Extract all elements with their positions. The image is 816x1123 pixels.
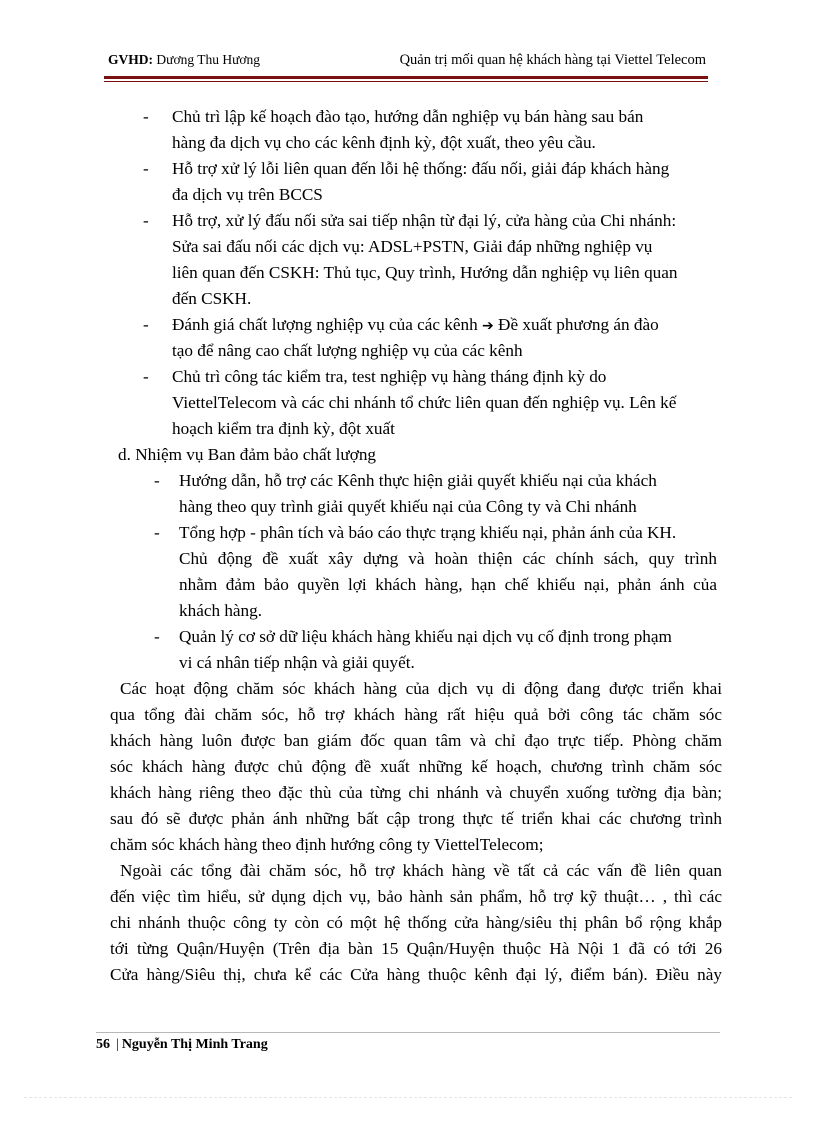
bullet-list-quality-assurance xyxy=(110,468,722,676)
list-item-continuation: hàng theo quy trình giải quyết khiếu nại của Công ty và Chi nhánh xyxy=(179,497,637,516)
list-item-continuation: tạo để nâng cao chất lượng nghiệp vụ của các kênh xyxy=(172,341,523,360)
header-supervisor xyxy=(108,52,260,68)
section-heading: d. Nhiệm vụ Ban đảm bảo chất lượng xyxy=(118,445,377,464)
page-number: 56 xyxy=(96,1037,110,1052)
footer-rule xyxy=(96,1032,720,1033)
header-document-title: Quản trị mối quan hệ khách hàng tại Viettel Telecom xyxy=(399,52,706,68)
page-edge-divider xyxy=(24,1097,792,1098)
list-item-continuation: ViettelTelecom và các chi nhánh tổ chức liên quan đến nghiệp vụ. Lên kế xyxy=(172,393,677,412)
arrow-right-icon: ➔ xyxy=(482,318,494,334)
list-item-continuation: đa dịch vụ trên BCCS xyxy=(172,185,323,204)
footer-author: Nguyễn Thị Minh Trang xyxy=(121,1037,268,1052)
list-item-continuation: hoạch kiểm tra định kỳ, đột xuất xyxy=(172,419,395,438)
list-item: - Hỗ trợ xử lý lỗi liên quan đến lỗi hệ thống: đấu nối, giải đáp khách hàng xyxy=(143,159,670,178)
bullet-list-responsibilities xyxy=(110,104,722,442)
footer-separator: | xyxy=(116,1037,119,1052)
paragraph-customer-care: Các hoạt động chăm sóc khách hàng của dịch vụ di động đang được triển khai qua tổng đài chăm sóc, hỗ trợ khách hàng rất hiệu quả bởi công tác chăm sóc khách hàng luôn được ban giám đốc quan tâm và chỉ đạo trực tiếp. Phòng chăm sóc khách hàng được chủ động đề xuất những kế hoạch, chương trình chăm sóc khách hàng riêng theo đặc thù của từng chi nhánh và chuyển xuống tường địa bàn; sau đó sẽ được phản ánh những bất cập trong thực tế triển khai các chương trình chăm sóc khách hàng theo định hướng công ty ViettelTelecom; xyxy=(110,679,722,854)
list-item: - Quản lý cơ sở dữ liệu khách hàng khiếu nại dịch vụ cố định trong phạm xyxy=(154,627,672,646)
paragraph-store-network: Ngoài các tổng đài chăm sóc, hỗ trợ khách hàng về tất cả các vấn đề liên quan đến việc tìm hiểu, sử dụng dịch vụ, bảo hành sản phẩm, hỗ trợ kỹ thuật… , thì các chi nhánh thuộc công ty còn có một hệ thống cửa hàng/siêu thị phân bổ rộng khắp tới từng Quận/Huyện (Trên địa bàn 15 Quận/Huyện thuộc Hà Nội 1 đã có tới 26 Cửa hàng/Siêu thị, chưa kể các Cửa hàng thuộc kênh đại lý, điểm bán). Điều này xyxy=(110,861,722,984)
list-item: - Đánh giá chất lượng nghiệp vụ của các kênh ➔ Đề xuất phương án đào xyxy=(143,315,659,334)
list-item: - Hỗ trợ, xử lý đấu nối sửa sai tiếp nhận từ đại lý, cửa hàng của Chi nhánh: xyxy=(143,211,677,230)
header-supervisor-label: GVHD: xyxy=(108,52,153,67)
list-item-continuation: khách hàng. xyxy=(179,601,263,620)
list-item: - Chủ trì lập kế hoạch đào tạo, hướng dẫn nghiệp vụ bán hàng sau bán xyxy=(143,107,644,126)
list-item: - Hướng dẫn, hỗ trợ các Kênh thực hiện giải quyết khiếu nại của khách xyxy=(154,471,657,490)
page-footer xyxy=(96,1037,268,1053)
list-item-continuation: hàng đa dịch vụ cho các kênh định kỳ, đột xuất, theo yêu cầu. xyxy=(172,133,596,152)
list-item-continuation: nhằm đảm bảo quyền lợi khách hàng, hạn chế khiếu nại, phản ánh của xyxy=(179,575,717,594)
list-item-continuation: liên quan đến CSKH: Thủ tục, Quy trình, Hướng dẫn nghiệp vụ liên quan xyxy=(172,263,678,282)
header-rule-thin xyxy=(104,81,708,82)
list-item: - Tổng hợp - phân tích và báo cáo thực trạng khiếu nại, phản ánh của KH. xyxy=(154,523,677,542)
header-rule xyxy=(104,76,708,79)
list-item-continuation: đến CSKH. xyxy=(172,289,252,308)
page-header xyxy=(108,52,706,72)
page-body xyxy=(110,104,722,988)
list-item-continuation: Sửa sai đấu nối các dịch vụ: ADSL+PSTN, Giải đáp những nghiệp vụ xyxy=(172,237,653,256)
list-item: - Chủ trì công tác kiểm tra, test nghiệp vụ hàng tháng định kỳ do xyxy=(143,367,607,386)
list-item-continuation: vi cá nhân tiếp nhận và giải quyết. xyxy=(179,653,415,672)
list-item-continuation: Chủ động đề xuất xây dựng và hoàn thiện các chính sách, quy trình xyxy=(179,549,717,568)
header-supervisor-name: Dương Thu Hương xyxy=(156,52,261,67)
